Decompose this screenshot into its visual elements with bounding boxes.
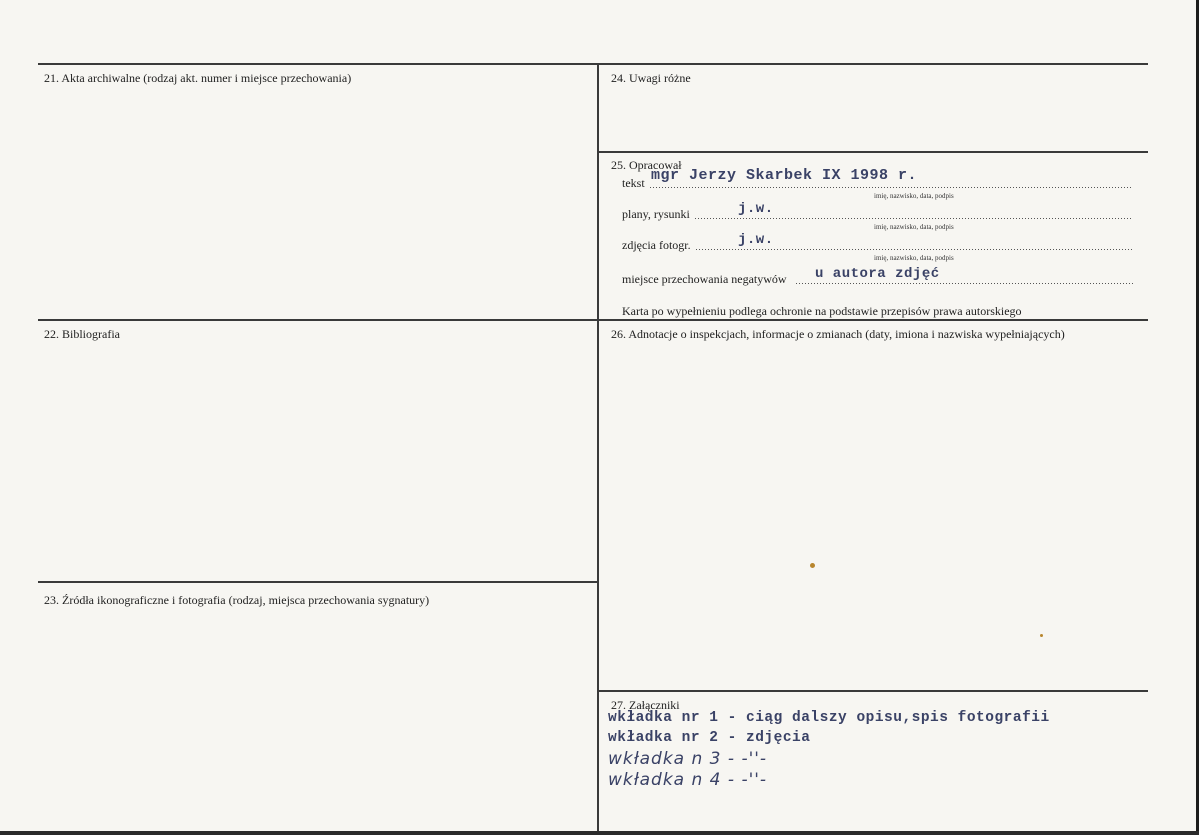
plany-label: plany, rysunki [622,207,690,221]
section-24-label: 24. Uwagi różne [611,71,691,85]
negatywy-value: u autora zdjęć [815,266,940,282]
attachment-handwritten-line-4: wkładka n 4 - -''- [608,770,768,790]
plany-dotted-line [695,218,1133,219]
plany-hint: imię, nazwisko, data, podpis [874,223,954,231]
section-22-label: 22. Bibliografia [44,327,120,341]
section-27-label: 27. Załączniki [611,698,680,712]
top-rule [38,63,1148,65]
tekst-value: mgr Jerzy Skarbek IX 1998 r. [651,167,918,184]
section-26-label: 26. Adnotacje o inspekcjach, informacje o zmianach (daty, imiona i nazwiska wypełniających) [611,327,1065,341]
rule-26-27 [598,690,1148,692]
copyright-note: Karta po wypełnieniu podlega ochronie na podstawie przepisów prawa autorskiego [622,304,1022,318]
paper-speck [1040,634,1043,637]
tekst-label: tekst [622,176,645,190]
plany-value: j.w. [738,201,774,217]
scan-edge-bottom [0,831,1199,835]
center-divider [597,63,599,831]
section-25-label: 25. Opracował [611,158,682,172]
paper-speck [810,563,815,568]
rule-24-25 [598,151,1148,153]
section-21-label: 21. Akta archiwalne (rodzaj akt. numer i miejsce przechowania) [44,71,352,85]
tekst-dotted-line [650,187,1133,188]
negatywy-label: miejsce przechowania negatywów [622,272,787,286]
section-23-label: 23. Źródła ikonograficzne i fotografia (rodzaj, miejsca przechowania sygnatury) [44,593,430,607]
rule-21-22-25-26 [38,319,1148,321]
negatywy-dotted-line [796,283,1133,284]
zdjecia-value: j.w. [738,232,774,248]
zdjecia-hint: imię, nazwisko, data, podpis [874,254,954,262]
rule-22-23 [38,581,598,583]
tekst-hint: imię, nazwisko, data, podpis [874,192,954,200]
attachment-typed-line-1: wkładka nr 1 - ciąg dalszy opisu,spis fotografii [608,710,1050,726]
zdjecia-dotted-line [696,249,1133,250]
attachment-handwritten-line-3: wkładka n 3 - -''- [608,749,768,769]
zdjecia-label: zdjęcia fotogr. [622,238,691,252]
attachment-typed-line-2: wkładka nr 2 - zdjęcia [608,730,811,746]
